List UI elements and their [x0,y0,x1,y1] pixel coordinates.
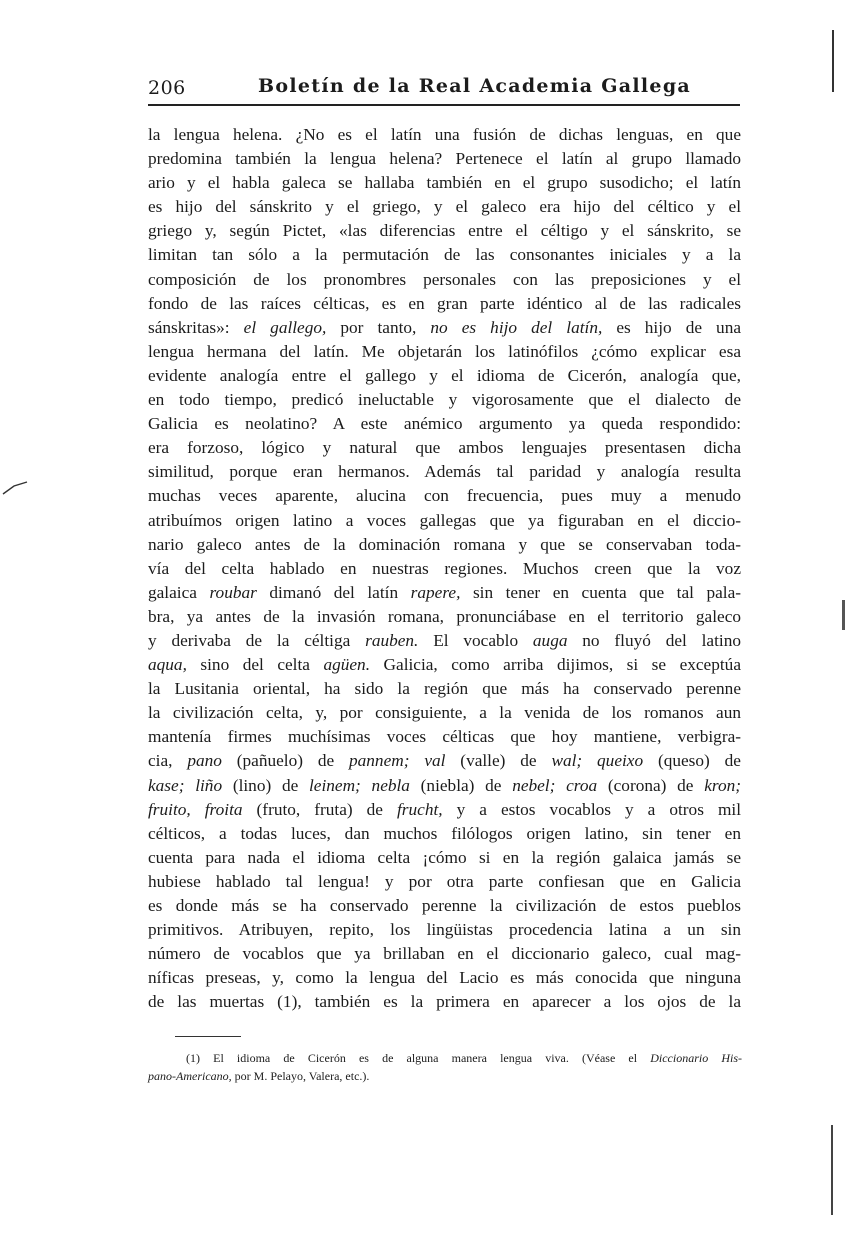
text-line: atribuímos origen latino a voces gallegas que ya figuraban en el diccio- [148,510,741,530]
text-line: limitan tan sólo a la permutación de las consonantes iniciales y a la [148,245,741,265]
text-line: mantenía firmes muchísimas voces célticas que hoy mantiene, verbigra- [148,727,741,747]
text-line: cuenta para nada el idioma celta ¡cómo si en la región galaica jamás se [148,847,741,867]
footnote [148,1049,742,1085]
italic-term: no es hijo del latín, [430,317,603,337]
text-line: es donde más se ha conservado perenne la civilización de estos pueblos [148,896,741,915]
text-line: sánskritas»: el gallego, por tanto, no es hijo del latín, es hijo de una [148,317,742,337]
text-line: ario y el habla galeca se hallaba también en el grupo susodicho; el latín [148,173,741,193]
text-line: griego y, según Pictet, «las diferencias entre el céltigo y el sánskrito, se [148,221,741,241]
text-line: número de vocablos que ya brillaban en el diccionario galeco, cual mag- [148,944,741,964]
italic-term: agüen. [323,655,371,675]
italic-term: wal; [551,751,583,771]
text-line: Galicia es neolatino? A este anémico argumento ya queda respondido: [148,414,741,434]
italic-term: fruito, froita [148,799,243,819]
text-line: predomina también la lengua helena? Pertenece el latín al grupo llamado [148,149,741,169]
text-line: y derivaba de la céltiga rauben. El vocablo auga no fluyó del latino [148,630,741,650]
text-line: primitivos. Atribuyen, repito, los lingüistas procedencia latina a un sin [148,920,741,940]
italic-term: frucht, [396,799,443,819]
running-title: Boletín de la Real Academia Gallega [258,75,692,97]
text-line: níficas preseas, y, como la lengua del Lacio es más conocida que ninguna [148,968,741,988]
footnote-line: (1) El idioma de Cicerón es de alguna manera lengua viva. (Véase el Diccionario His- [186,1051,743,1065]
italic-term: el gallego, [243,317,327,337]
italic-term: rapere, [410,582,461,602]
text-line: en todo tiempo, predicó ineluctable y vigorosamente que el dialecto de [148,390,741,410]
italic-term: val [424,751,446,771]
italic-term: roubar [209,582,257,602]
italic-term: rauben. [365,630,419,650]
text-line: composición de los pronombres personales con las preposiciones y el [148,269,741,289]
text-line: la lengua helena. ¿No es el latín una fusión de dichas lenguas, en que [148,125,741,144]
text-line: galaica roubar dimanó del latín rapere, sin tener en cuenta que tal pala- [148,582,741,602]
italic-term: nebla [371,775,410,795]
italic-term: liño [195,775,223,795]
text-line: bra, ya antes de la invasión romana, pronunciábase en el territorio galeco [148,606,741,626]
italic-term: Diccionario His- [650,1051,743,1065]
text-line: es hijo del sánskrito y el griego, y el galeco era hijo del céltico y el [148,197,741,217]
italic-term: leinem; [308,775,361,795]
text-line: similitud, porque eran hermanos. Además tal paridad y analogía resulta [148,462,741,482]
italic-term: nebel; [512,775,556,795]
italic-term: croa [566,775,598,795]
page-edge-mark [842,600,845,630]
text-line: de las muertas (1), también es la primera en aparecer a los ojos de la [148,992,741,1012]
italic-term: queixo [597,751,644,771]
page-number: 206 [148,77,186,99]
text-line: la civilización celta, y, por consiguiente, a la venida de los romanos aun [148,703,741,723]
footnote-rule [175,1036,241,1037]
text-line: evidente analogía entre el gallego y el idioma de Cicerón, analogía que, [148,365,741,385]
text-line: nario galeco antes de la dominación romana y que se conservaban toda- [148,534,741,554]
text-line: la Lusitania oriental, ha sido la región que más ha conservado perenne [148,679,741,699]
page-edge-mark [832,30,834,92]
header-rule [148,104,740,106]
text-line: kase; liño (lino) de leinem; nebla (niebla) de nebel; croa (corona) de kron; [148,775,741,795]
text-line: aqua, sino del celta agüen. Galicia, como arriba dijimos, si se exceptúa [148,655,741,675]
body-text [148,123,741,1014]
italic-term: kase; [148,775,185,795]
italic-term: pano-Americano, [148,1069,232,1083]
italic-term: kron; [704,775,741,795]
text-line: era forzoso, lógico y natural que ambos lenguajes presentasen dicha [148,438,741,458]
text-line: cia, pano (pañuelo) de pannem; val (valle) de wal; queixo (queso) de [148,751,741,771]
italic-term: auga [532,630,568,650]
text-line: muchas veces aparente, alucina con frecuencia, pues muy a menudo [148,486,741,506]
text-line: célticos, a todas luces, dan muchos filólogos origen latino, sin tener en [148,823,741,843]
page-edge-mark [831,1125,833,1215]
text-line: lengua hermana del latín. Me objetarán los latinófilos ¿cómo explicar esa [148,341,741,361]
italic-term: aqua, [148,655,187,675]
footnote-line: pano-Americano, por M. Pelayo, Valera, etc.). [148,1069,370,1083]
text-line: hubiese hablado tal lengua! y por otra parte confiesan que en Galicia [148,871,741,891]
italic-term: pano [187,751,222,771]
page-header [148,75,738,105]
margin-mark [2,480,28,496]
text-line: vía del celta hablado en nuestras regiones. Muchos creen que la voz [148,558,741,578]
italic-term: pannem; [349,751,410,771]
text-line: fruito, froita (fruto, fruta) de frucht, y a estos vocablos y a otros mil [148,799,741,819]
text-line: fondo de las raíces célticas, es en gran parte idéntico al de las radicales [148,293,741,313]
